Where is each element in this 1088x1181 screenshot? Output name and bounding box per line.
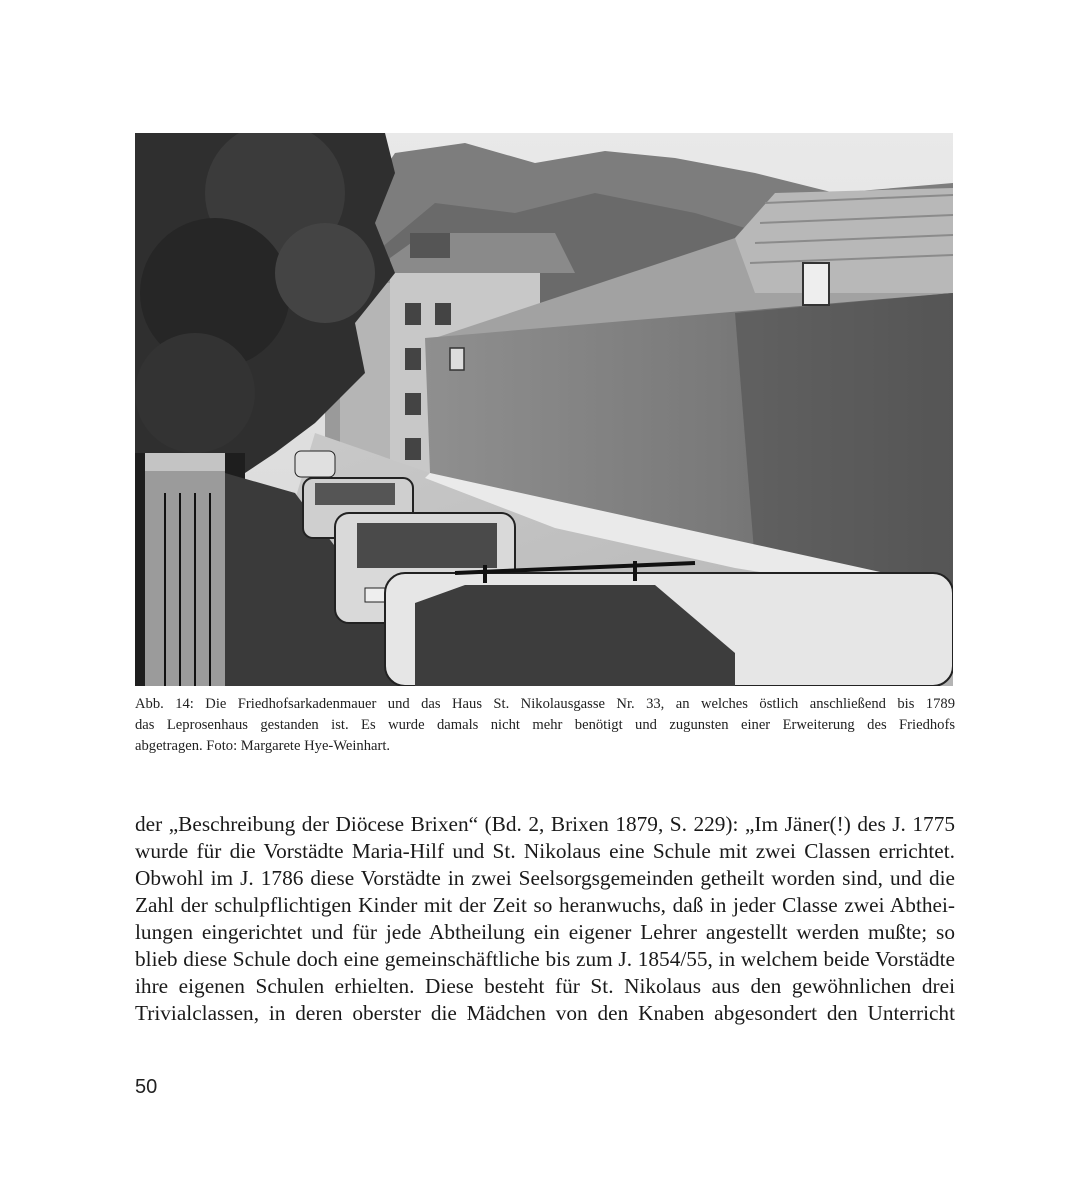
text-line: Trivialclassen, in deren oberster die Mädchen von den Knaben abgesondert den Unterricht (135, 1001, 955, 1025)
caption-line: das Leprosenhaus gestanden ist. Es wurde damals nicht mehr benötigt und zugunsten einer Erweiterung des Friedhofs (135, 717, 955, 733)
text-line: lungen eingerichtet und für jede Abtheilung ein eigener Lehrer angestellt werden mußte; so (135, 920, 955, 944)
text-line: ihre eigenen Schulen erhielten. Diese besteht für St. Nikolaus aus den gewöhnlichen drei (135, 974, 955, 998)
text-line: Zahl der schulpflichtigen Kinder mit der Zeit so heranwuchs, daß in jeder Classe zwei Abthei- (135, 893, 955, 917)
body-paragraph (135, 811, 955, 1027)
figure-caption (135, 694, 955, 757)
caption-line: abgetragen. Foto: Margarete Hye-Weinhart. (135, 738, 391, 754)
text-line: wurde für die Vorstädte Maria-Hilf und St. Nikolaus eine Schule mit zwei Classen errichtet. (135, 839, 955, 863)
text-line: Obwohl im J. 1786 diese Vorstädte in zwei Seelsorgsgemeinden getheilt worden sind, und die (135, 866, 955, 890)
stone-pillar (145, 453, 225, 686)
caption-line: Abb. 14: Die Friedhofsarkadenmauer und das Haus St. Nikolausgasse Nr. 33, an welches östlich anschließend bis 1789 (135, 696, 955, 712)
wall-lamp (803, 263, 829, 305)
text-line: blieb diese Schule doch eine gemeinschäftliche bis zum J. 1854/55, in welchem beide Vorstädte (135, 947, 955, 971)
text-line: der „Beschreibung der Diöcese Brixen“ (Bd. 2, Brixen 1879, S. 229): „Im Jäner(!) des J. 1775 (135, 812, 955, 836)
street-photograph (135, 133, 953, 686)
page-number: 50 (135, 1076, 158, 1098)
